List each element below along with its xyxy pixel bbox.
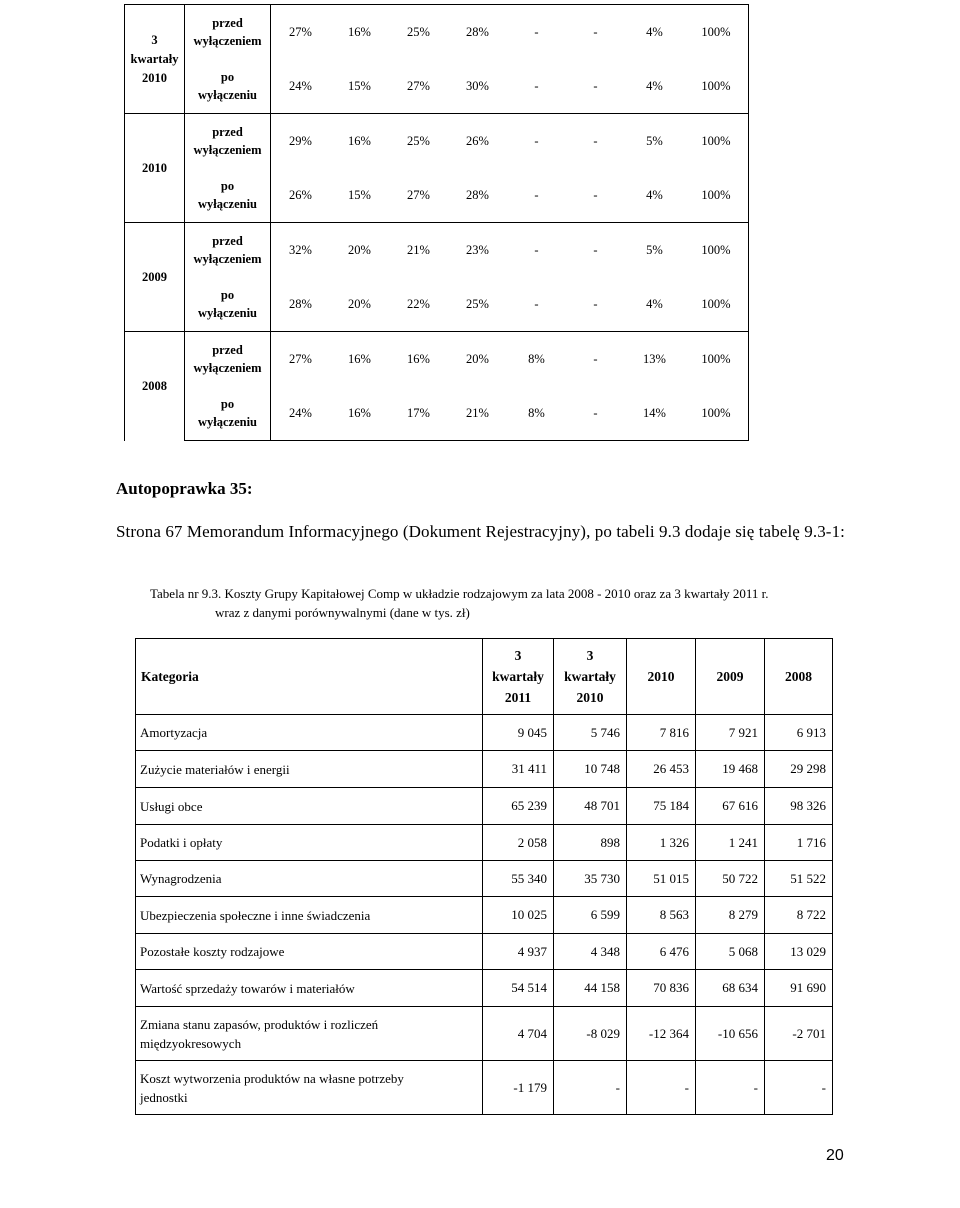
allocation-row [125, 168, 749, 223]
cost-value: 7 921 [696, 715, 765, 751]
percent-cell: - [507, 277, 566, 332]
header-period-line: kwartały [564, 669, 616, 684]
percent-cell: 23% [448, 223, 507, 278]
percent-cell: - [507, 223, 566, 278]
percent-cell: 21% [448, 386, 507, 441]
phase-line: przed [212, 16, 243, 30]
allocation-row [125, 5, 749, 60]
period-line: 2009 [142, 269, 167, 284]
allocation-row [125, 114, 749, 169]
percent-cell: 27% [271, 5, 331, 60]
cost-value: 98 326 [765, 788, 833, 825]
percent-cell: 30% [448, 59, 507, 114]
cost-category-line: Podatki i opłaty [140, 835, 223, 850]
cost-value: 5 746 [554, 715, 627, 751]
phase-cell [185, 114, 271, 169]
section-title: Autopoprawka 35: [116, 479, 253, 498]
header-period [696, 639, 765, 715]
percent-cell: 24% [271, 59, 331, 114]
phase-cell [185, 59, 271, 114]
cost-row [136, 934, 833, 970]
allocation-row [125, 386, 749, 441]
allocation-percent-table [124, 4, 749, 441]
percent-cell: 100% [684, 332, 749, 387]
cost-row [136, 788, 833, 825]
cost-value: -1 179 [483, 1061, 554, 1115]
cost-value: - [696, 1061, 765, 1115]
header-period-line: 2010 [576, 690, 604, 705]
cost-table-header-row [136, 639, 833, 715]
header-period-line: 3 [586, 648, 594, 663]
percent-cell: 17% [389, 386, 448, 441]
period-cell [125, 223, 185, 332]
cost-value: 26 453 [627, 751, 696, 788]
cost-value: -10 656 [696, 1007, 765, 1061]
cost-value: 91 690 [765, 970, 833, 1007]
cost-value: 9 045 [483, 715, 554, 751]
cost-value: 48 701 [554, 788, 627, 825]
cost-category [136, 934, 483, 970]
percent-cell: - [566, 59, 625, 114]
percent-cell: 4% [625, 168, 684, 223]
header-period [554, 639, 627, 715]
header-period-line: 2011 [504, 690, 532, 705]
phase-line: wyłączeniu [197, 88, 258, 102]
percent-cell: 5% [625, 223, 684, 278]
percent-cell: 4% [625, 59, 684, 114]
percent-cell: 20% [330, 223, 389, 278]
percent-cell: 15% [330, 59, 389, 114]
cost-value: 898 [554, 825, 627, 861]
cost-value: 13 029 [765, 934, 833, 970]
cost-category-line: jednostki [140, 1089, 188, 1105]
cost-category [136, 788, 483, 825]
percent-cell: 100% [684, 168, 749, 223]
header-period [483, 639, 554, 715]
allocation-row [125, 332, 749, 387]
percent-cell: 100% [684, 59, 749, 114]
cost-category [136, 897, 483, 934]
phase-cell [185, 5, 271, 60]
percent-cell: 28% [448, 5, 507, 60]
cost-value: -2 701 [765, 1007, 833, 1061]
cost-value: 5 068 [696, 934, 765, 970]
allocation-row [125, 59, 749, 114]
cost-category-line: Pozostałe koszty rodzajowe [140, 944, 285, 959]
percent-cell: 26% [448, 114, 507, 169]
percent-cell: 28% [271, 277, 331, 332]
cost-category [136, 861, 483, 897]
percent-cell: 16% [330, 332, 389, 387]
cost-value: - [627, 1061, 696, 1115]
period-cell [125, 114, 185, 223]
cost-value: 4 704 [483, 1007, 554, 1061]
cost-category-line: Usługi obce [140, 798, 203, 814]
cost-row [136, 970, 833, 1007]
period-line: 2008 [142, 378, 167, 393]
percent-cell: 20% [330, 277, 389, 332]
percent-cell: - [566, 114, 625, 169]
cost-value: 54 514 [483, 970, 554, 1007]
cost-value: 8 563 [627, 897, 696, 934]
percent-cell: 25% [448, 277, 507, 332]
cost-category-line: Wartość sprzedaży towarów i materiałów [140, 980, 355, 996]
cost-value: 7 816 [627, 715, 696, 751]
cost-category [136, 715, 483, 751]
cost-value: 50 722 [696, 861, 765, 897]
cost-value: 75 184 [627, 788, 696, 825]
percent-cell: - [507, 114, 566, 169]
header-period-line: kwartały [492, 669, 544, 684]
cost-value: 6 476 [627, 934, 696, 970]
percent-cell: 16% [330, 114, 389, 169]
phase-line: wyłączeniem [193, 361, 262, 375]
percent-cell: 22% [389, 277, 448, 332]
cost-value: 70 836 [627, 970, 696, 1007]
phase-cell [185, 277, 271, 332]
phase-line: przed [212, 234, 243, 248]
cost-row [136, 897, 833, 934]
allocation-percent-table-body [125, 5, 749, 441]
cost-value: - [554, 1061, 627, 1115]
phase-line: wyłączeniu [197, 306, 258, 320]
percent-cell: 29% [271, 114, 331, 169]
phase-cell [185, 168, 271, 223]
cost-by-type-table [135, 638, 833, 1115]
cost-value: 1 716 [765, 825, 833, 861]
phase-line: po [220, 397, 235, 411]
period-line: 2010 [142, 70, 167, 85]
percent-cell: 27% [271, 332, 331, 387]
cost-value: 1 326 [627, 825, 696, 861]
percent-cell: 14% [625, 386, 684, 441]
percent-cell: - [566, 332, 625, 387]
percent-cell: - [566, 223, 625, 278]
cost-value: 44 158 [554, 970, 627, 1007]
cost-category-line: Zużycie materiałów i energii [140, 761, 290, 777]
percent-cell: 25% [389, 114, 448, 169]
cost-value: 1 241 [696, 825, 765, 861]
cost-value: 6 913 [765, 715, 833, 751]
table-caption-continued: wraz z danymi porównywalnymi (dane w tys. zł) [215, 605, 470, 620]
percent-cell: 8% [507, 386, 566, 441]
cost-category-line: Koszt wytworzenia produktów na własne potrzeby [140, 1070, 404, 1086]
cost-row [136, 825, 833, 861]
cost-value: 31 411 [483, 751, 554, 788]
header-period-line: 2008 [785, 669, 812, 684]
cost-value: 10 748 [554, 751, 627, 788]
cost-category-line: Zmiana stanu zapasów, produktów i rozliczeń [140, 1016, 379, 1032]
cost-value: 8 279 [696, 897, 765, 934]
phase-line: wyłączeniem [193, 252, 262, 266]
percent-cell: 27% [389, 59, 448, 114]
percent-cell: 13% [625, 332, 684, 387]
percent-cell: 32% [271, 223, 331, 278]
percent-cell: 100% [684, 277, 749, 332]
period-cell [125, 332, 185, 441]
percent-cell: 16% [330, 386, 389, 441]
cost-row [136, 751, 833, 788]
cost-category-line: Ubezpieczenia społeczne i inne świadczenia [140, 907, 371, 923]
period-line: 2010 [142, 160, 167, 175]
percent-cell: 27% [389, 168, 448, 223]
percent-cell: - [566, 277, 625, 332]
period-line: kwartały [130, 51, 179, 66]
header-category: Kategoria [136, 639, 483, 715]
cost-row [136, 861, 833, 897]
phase-line: wyłączeniem [193, 34, 262, 48]
phase-line: przed [212, 125, 243, 139]
phase-line: przed [212, 343, 243, 357]
phase-cell [185, 223, 271, 278]
cost-row [136, 715, 833, 751]
cost-value: 19 468 [696, 751, 765, 788]
cost-value: -12 364 [627, 1007, 696, 1061]
percent-cell: 26% [271, 168, 331, 223]
percent-cell: 16% [389, 332, 448, 387]
phase-line: po [220, 179, 235, 193]
percent-cell: 4% [625, 5, 684, 60]
cost-category-line: Amortyzacja [140, 725, 208, 740]
phase-line: wyłączeniu [197, 197, 258, 211]
percent-cell: 15% [330, 168, 389, 223]
cost-value: 51 522 [765, 861, 833, 897]
allocation-row [125, 277, 749, 332]
cost-row [136, 1061, 833, 1115]
percent-cell: - [566, 5, 625, 60]
header-period-line: 2010 [647, 669, 675, 684]
cost-value: - [765, 1061, 833, 1115]
cost-value: 68 634 [696, 970, 765, 1007]
header-period-line: 2009 [716, 669, 744, 684]
cost-category [136, 970, 483, 1007]
allocation-row [125, 223, 749, 278]
cost-category [136, 751, 483, 788]
cost-value: 67 616 [696, 788, 765, 825]
cost-table-body [136, 715, 833, 1115]
cost-value: 2 058 [483, 825, 554, 861]
phase-line: wyłączeniu [197, 415, 258, 429]
cost-value: 8 722 [765, 897, 833, 934]
table-caption: Tabela nr 9.3. Koszty Grupy Kapitałowej Comp w układzie rodzajowym za lata 2008 - 2010 oraz za 3 kwartały 2011 r. [150, 586, 769, 601]
cost-value: 29 298 [765, 751, 833, 788]
percent-cell: 100% [684, 386, 749, 441]
percent-cell: - [566, 168, 625, 223]
percent-cell: 25% [389, 5, 448, 60]
phase-cell [185, 386, 271, 441]
percent-cell: 16% [330, 5, 389, 60]
cost-value: 4 937 [483, 934, 554, 970]
cost-category [136, 1007, 483, 1061]
phase-line: wyłączeniem [193, 143, 262, 157]
phase-line: po [220, 70, 235, 84]
percent-cell: 100% [684, 5, 749, 60]
cost-category [136, 1061, 483, 1115]
header-period-line: 3 [514, 648, 522, 663]
page-number: 20 [826, 1147, 844, 1164]
header-period [765, 639, 833, 715]
percent-cell: 5% [625, 114, 684, 169]
cost-value: -8 029 [554, 1007, 627, 1061]
phase-cell [185, 332, 271, 387]
percent-cell: - [507, 5, 566, 60]
cost-row [136, 1007, 833, 1061]
percent-cell: - [507, 168, 566, 223]
percent-cell: 100% [684, 114, 749, 169]
period-line: 3 [151, 32, 158, 47]
section-paragraph: Strona 67 Memorandum Informacyjnego (Dokument Rejestracyjny), po tabeli 9.3 dodaje się tabelę 9.3-1: [116, 522, 845, 541]
cost-category-line: Wynagrodzenia [140, 871, 222, 886]
percent-cell: 20% [448, 332, 507, 387]
cost-value: 10 025 [483, 897, 554, 934]
cost-category [136, 825, 483, 861]
period-cell [125, 5, 185, 114]
percent-cell: - [566, 386, 625, 441]
percent-cell: 24% [271, 386, 331, 441]
cost-category-line: międzyokresowych [140, 1035, 242, 1051]
percent-cell: - [507, 59, 566, 114]
header-period [627, 639, 696, 715]
percent-cell: 8% [507, 332, 566, 387]
cost-value: 55 340 [483, 861, 554, 897]
percent-cell: 21% [389, 223, 448, 278]
cost-value: 51 015 [627, 861, 696, 897]
cost-value: 65 239 [483, 788, 554, 825]
percent-cell: 100% [684, 223, 749, 278]
phase-line: po [220, 288, 235, 302]
cost-value: 35 730 [554, 861, 627, 897]
percent-cell: 28% [448, 168, 507, 223]
cost-table-header [136, 639, 833, 715]
cost-value: 4 348 [554, 934, 627, 970]
cost-value: 6 599 [554, 897, 627, 934]
percent-cell: 4% [625, 277, 684, 332]
